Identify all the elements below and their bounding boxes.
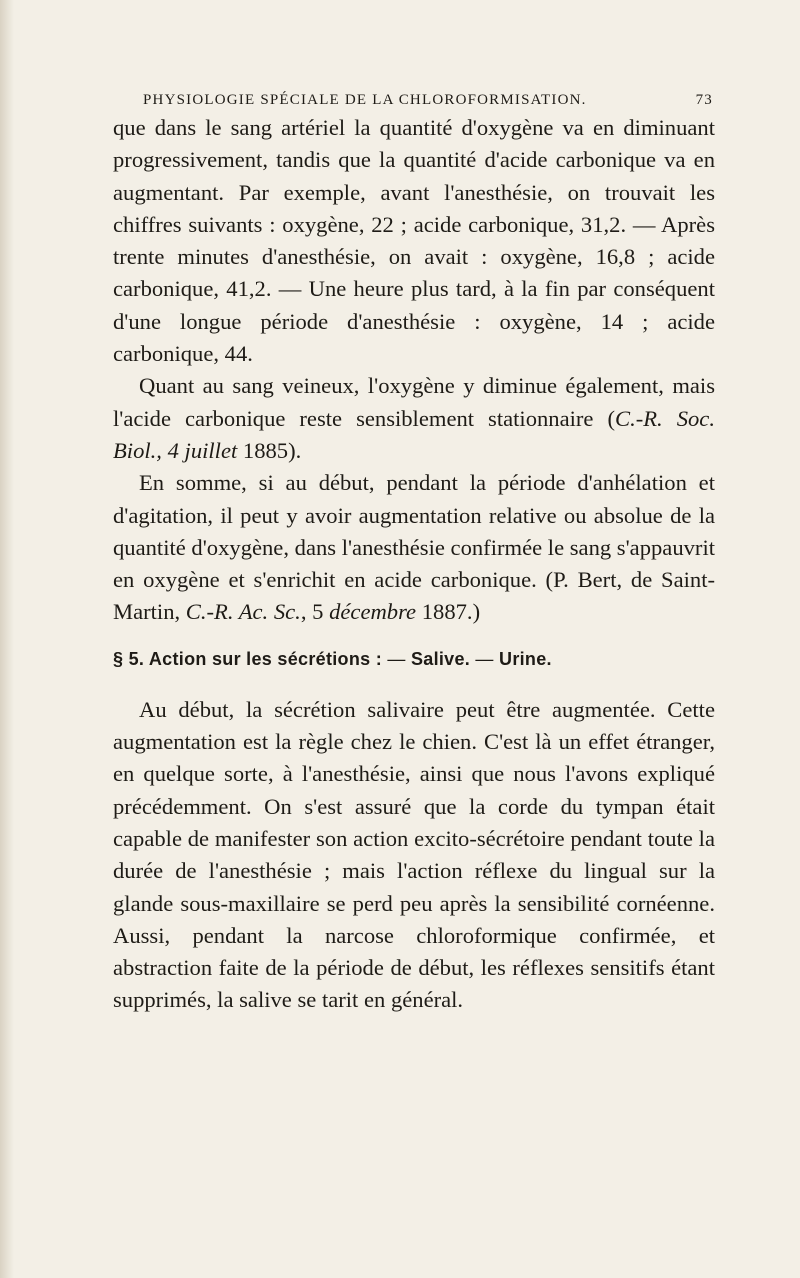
section-title: Action sur les sécrétions : [148,648,383,669]
paragraph-1: que dans le sang artériel la quantité d'oxygène va en diminuant progressivement, tandis que la quantité d'acide carbonique va en augmentant. Par exemple, avant l'anesthésie, on trouvait les chiffres suivants : oxygène, 22 ; acide carbonique, 31,2. — Après trente minutes d'anesthésie, on avait : oxygène, 16,8 ; acide carbonique, 41,2. — Une heure plus tard, à la fin par conséquent d'une longue période d'anesthésie : oxygène, 14 ; acide carbonique, 44. [113,115,715,367]
section-sub-salive: Salive. [410,648,471,669]
citation-soc-biol: C.-R. Soc. Biol., 4 juillet [113,405,715,463]
section-sub-urine: Urine. [499,648,552,669]
paragraph-3-end: 1887.) [416,599,481,625]
paragraph-2 [113,370,715,467]
paragraph-3-text: En somme, si au début, pendant la période d'anhélation et d'agitation, il peut y avoir augmentation relative ou absolue de la quantité d'oxygène, dans l'anesthésie confirmée le sang s'appauvrit en oxygène et s'enrichit en acide carbonique. (P. Bert, de Saint-Martin, [113,470,715,625]
paragraph-3-mid: , 5 [300,599,330,625]
section-number: § 5. [113,648,145,669]
section-separator-2: — [470,648,500,669]
paragraph-4: Au début, la sécrétion salivaire peut être augmentée. Cette augmentation est la règle chez le chien. C'est là un effet étranger, en quelque sorte, à l'anesthésie, ainsi que nous l'avons expliqué précédemment. On s'est assuré que la corde du tympan était capable de manifester son action excito-sécrétoire pendant toute la durée de l'anesthésie ; mais l'action réflexe du lingual sur la glande sous-maxillaire se perd peu après la sensibilité cornéenne. Aussi, pendant la narcose chloroformique confirmée, et abstraction faite de la période de début, les réflexes sensitifs étant supprimés, la salive se tarit en général. [113,696,715,1013]
running-title: PHYSIOLOGIE SPÉCIALE DE LA CHLOROFORMISATION. [143,92,587,108]
running-head [143,88,713,112]
citation-ac-sc: C.-R. Ac. Sc. [185,599,301,625]
paragraph-2-text: Quant au sang veineux, l'oxygène y diminue également, mais l'acide carbonique reste sensiblement stationnaire ( [113,373,715,431]
page-number: 73 [695,92,713,108]
page-binding-edge [0,0,14,1278]
citation-date: décembre [329,599,417,625]
paragraph-3 [113,467,715,628]
body-text [113,112,715,1017]
section-heading [113,642,715,676]
section-separator-1: — [382,648,411,669]
paragraph-2-end: 1885). [237,437,302,463]
